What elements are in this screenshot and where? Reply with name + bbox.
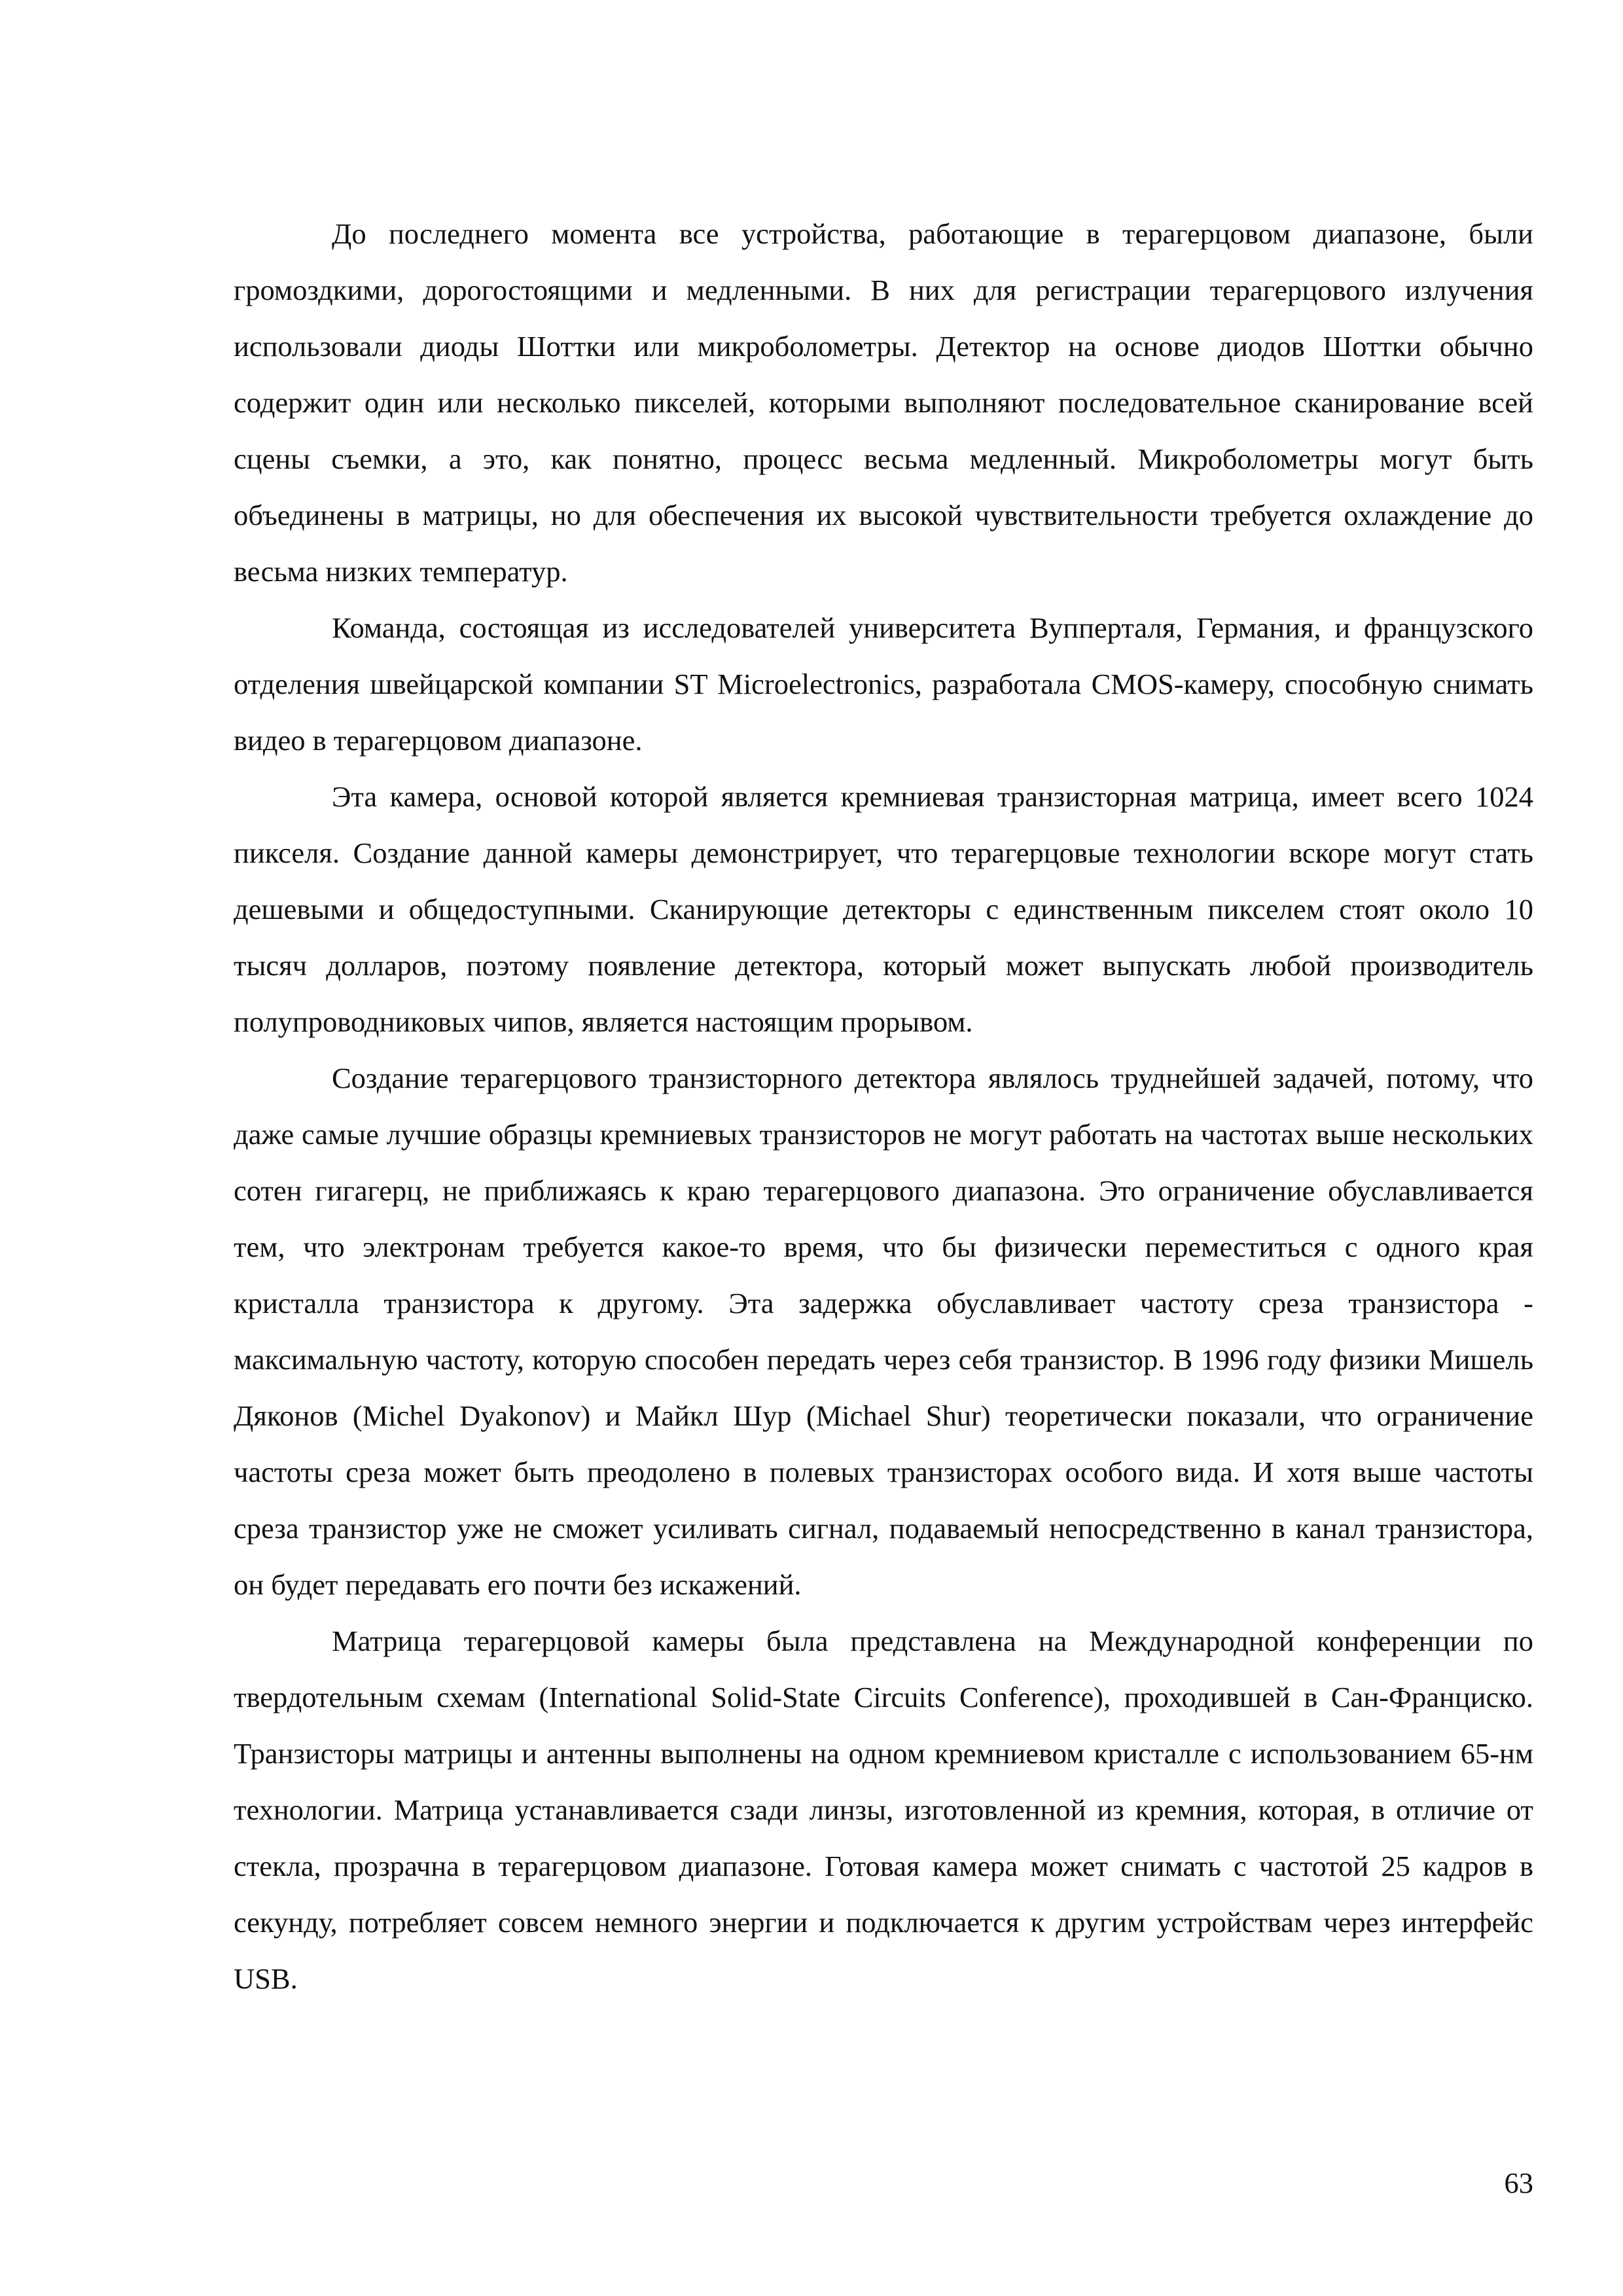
page-number: 63 [1504, 2166, 1533, 2199]
body-text [234, 206, 1533, 2007]
paragraph-1: До последнего момента все устройства, работающие в терагерцовом диапазоне, были громоздкими, дорогостоящими и медленными. В них для регистрации терагерцового излучения использовали диоды Шоттки или микроболометры. Детектор на основе диодов Шоттки обычно содержит один или несколько пикселей, которыми выполняют последовательное сканирование всей сцены съемки, а это, как понятно, процесс весьма медленный. Микроболометры могут быть объединены в матрицы, но для обеспечения их высокой чувствительности требуется охлаждение до весьма низких температур. [234, 217, 1533, 588]
paragraph-4: Создание терагерцового транзисторного детектора являлось труднейшей задачей, потому, что даже самые лучшие образцы кремниевых транзисторов не могут работать на частотах выше нескольких сотен гигагерц, не приближаясь к краю терагерцового диапазона. Это ограничение обуславливается тем, что электронам требуется какое-то время, что бы физически переместиться с одного края кристалла транзистора к другому. Эта задержка обуславливает частоту среза транзистора - максимальную частоту, которую способен передать через себя транзистор. В 1996 году физики Мишель Дяконов (Michel Dyakonov) и Майкл Шур (Michael Shur) теоретически показали, что ограничение частоты среза может быть преодолено в полевых транзисторах особого вида. И хотя выше частоты среза транзистор уже не сможет усиливать сигнал, подаваемый непосредственно в канал транзистора, он будет передавать его почти без искажений. [234, 1062, 1533, 1601]
paragraph-3: Эта камера, основой которой является кремниевая транзисторная матрица, имеет всего 1024 пикселя. Создание данной камеры демонстрирует, что терагерцовые технологии вскоре могут стать дешевыми и общедоступными. Сканирующие детекторы с единственным пикселем стоят около 10 тысяч долларов, поэтому появление детектора, который может выпускать любой производитель полупроводниковых чипов, является настоящим прорывом. [234, 780, 1533, 1038]
paragraph-5: Матрица терагерцовой камеры была представлена на Международной конференции по твердотельным схемам (International Solid-State Circuits Conference), проходившей в Сан-Франциско. Транзисторы матрицы и антенны выполнены на одном кремниевом кристалле с использованием 65-нм технологии. Матрица устанавливается сзади линзы, изготовленной из кремния, которая, в отличие от стекла, прозрачна в терагерцовом диапазоне. Готовая камера может снимать с частотой 25 кадров в секунду, потребляет совсем немного энергии и подключается к другим устройствам через интерфейс USB. [234, 1624, 1533, 1995]
paragraph-2: Команда, состоящая из исследователей университета Вупперталя, Германия, и французского отделения швейцарской компании ST Microelectronics, разработала CMOS-камеру, способную снимать видео в терагерцовом диапазоне. [234, 611, 1533, 757]
